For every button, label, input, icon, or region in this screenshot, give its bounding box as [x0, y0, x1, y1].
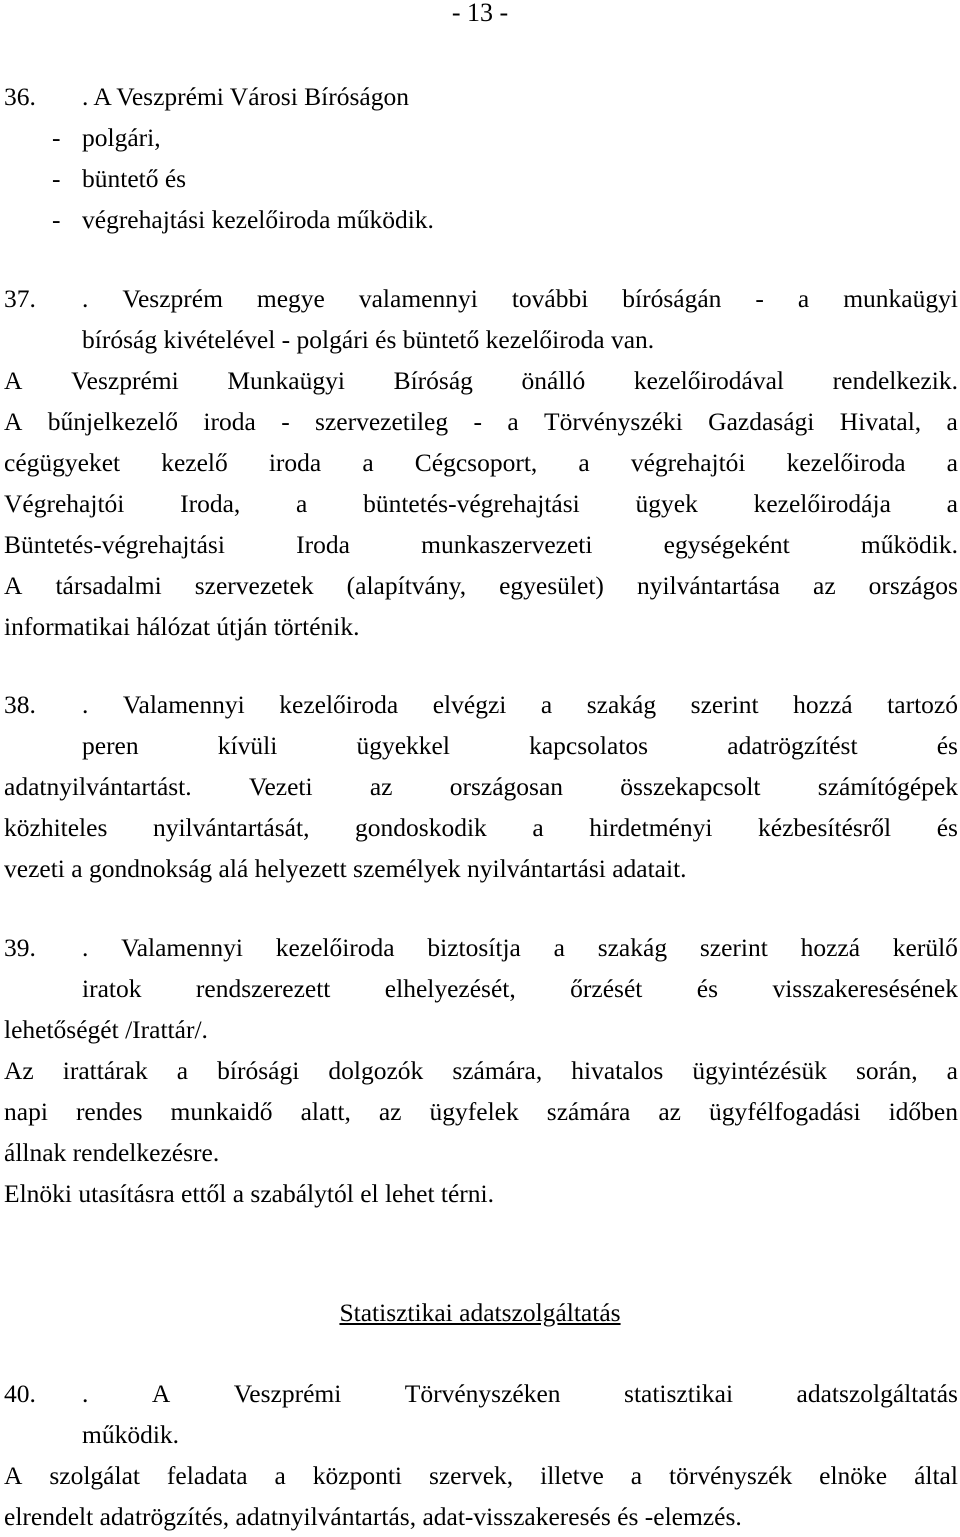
section-36-title: [4, 76, 958, 117]
section-37-line-2: bíróság kivételével - polgári és büntető kezelőiroda van.: [82, 325, 655, 354]
section-40-line-1: 40. . A Veszprémi Törvényszéken statisztikai adatszolgáltatás: [4, 1373, 958, 1414]
section-37-number: 37.: [4, 284, 36, 313]
section-40: [4, 1373, 958, 1537]
paragraph-line: A társadalmi szervezetek (alapítvány, egyesület) nyilvántartása az országos: [4, 571, 958, 600]
section-37-line-1: 37. . Veszprém megye valamennyi további bíróságán - a munkaügyi: [4, 278, 958, 319]
page-number: - 13 -: [451, 0, 509, 27]
section-38: [4, 684, 958, 889]
section-36-text: . A Veszprémi Városi Bíróságon: [82, 82, 409, 111]
section-40-line-2: működik.: [82, 1420, 180, 1449]
paragraph-line: napi rendes munkaidő alatt, az ügyfelek számára az ügyfélfogadási időben: [4, 1097, 958, 1126]
paragraph-line: Az irattárak a bírósági dolgozók számára, hivatalos ügyintézésük során, a: [4, 1056, 958, 1085]
section-40-number: 40.: [4, 1379, 36, 1408]
paragraph-line: A Veszprémi Munkaügyi Bíróság önálló kezelőirodával rendelkezik.: [4, 366, 958, 395]
section-39-number: 39.: [4, 933, 36, 962]
section-37: [4, 278, 958, 647]
paragraph-line: lehetőségét /Irattár/.: [4, 1015, 208, 1044]
paragraph-line: Büntetés-végrehajtási Iroda munkaszervezeti egységeként működik.: [4, 530, 958, 559]
list-item: - büntető és: [52, 164, 187, 193]
section-39-line-2: iratok rendszerezett elhelyezését, őrzését és visszakeresésének: [82, 974, 958, 1003]
paragraph-line: elrendelt adatrögzítés, adatnyilvántartás, adat-visszakeresés és -elemzés.: [4, 1502, 742, 1531]
list-item: - polgári,: [52, 123, 161, 152]
section-39: [4, 927, 958, 1214]
paragraph-line: Elnöki utasításra ettől a szabálytól el lehet térni.: [4, 1179, 495, 1208]
paragraph-line: A bűnjelkezelő iroda - szervezetileg - a Törvényszéki Gazdasági Hivatal, a: [4, 407, 958, 436]
section-38-line-1: 38. . Valamennyi kezelőiroda elvégzi a szakág szerint hozzá tartozó: [4, 684, 958, 725]
paragraph-line: Végrehajtói Iroda, a büntetés-végrehajtási ügyek kezelőirodája a: [4, 489, 958, 518]
paragraph-line: A szolgálat feladata a központi szervek, illetve a törvényszék elnöke által: [4, 1461, 958, 1490]
paragraph-line: állnak rendelkezésre.: [4, 1138, 220, 1167]
section-38-line-2: peren kívüli ügyekkel kapcsolatos adatrögzítést és: [82, 731, 958, 760]
list-item: - végrehajtási kezelőiroda működik.: [52, 205, 434, 234]
paragraph-line: cégügyeket kezelő iroda a Cégcsoport, a végrehajtói kezelőiroda a: [4, 448, 958, 477]
section-36-number: 36.: [4, 82, 36, 111]
paragraph-line: adatnyilvántartást. Vezeti az országosan összekapcsolt számítógépek: [4, 772, 958, 801]
section-39-line-1: 39. . Valamennyi kezelőiroda biztosítja a szakág szerint hozzá kerülő: [4, 927, 958, 968]
section-36: [4, 76, 958, 240]
paragraph-line: közhiteles nyilvántartását, gondoskodik a hirdetményi kézbesítésről és: [4, 813, 958, 842]
section-38-number: 38.: [4, 690, 36, 719]
paragraph-line: informatikai hálózat útján történik.: [4, 612, 360, 641]
paragraph-line: vezeti a gondnokság alá helyezett személyek nyilvántartási adatait.: [4, 854, 687, 883]
section-heading: Statisztikai adatszolgáltatás: [339, 1298, 621, 1327]
